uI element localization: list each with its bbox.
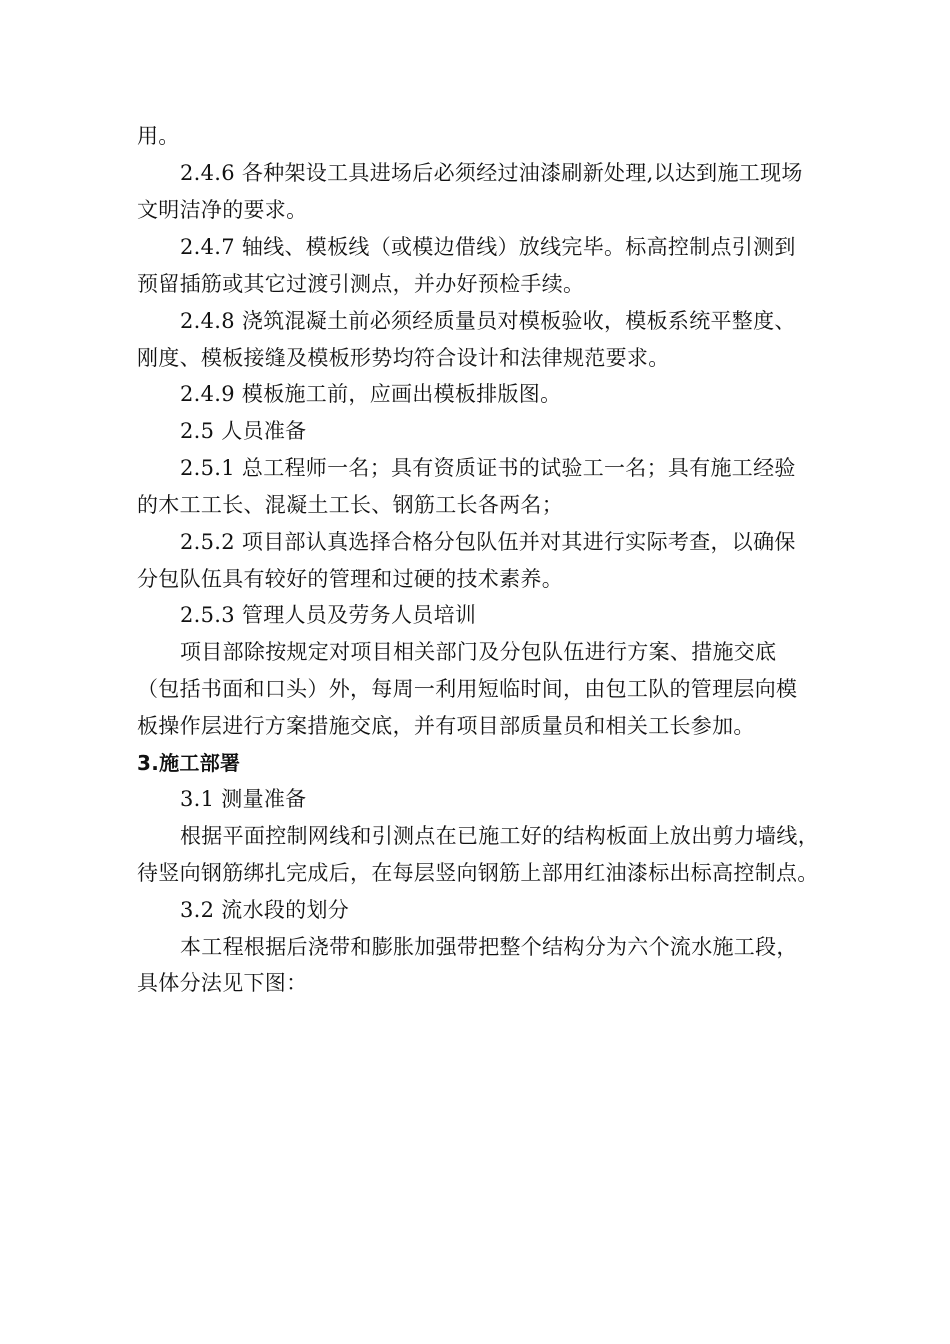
section-heading: 3.1 测量准备 bbox=[180, 787, 307, 811]
text-line: 2.5.2 项目部认真选择合格分包队伍并对其进行实际考查，以确保 bbox=[180, 530, 796, 554]
text-line: 的木工工长、混凝土工长、钢筋工长各两名； bbox=[137, 493, 563, 517]
text-line: 分包队伍具有较好的管理和过硬的技术素养。 bbox=[137, 567, 563, 591]
text-line: 预留插筋或其它过渡引测点，并办好预检手续。 bbox=[137, 272, 585, 296]
text-line: （包括书面和口头）外，每周一利用短临时间，由包工队的管理层向模 bbox=[137, 677, 798, 701]
text-line: 本工程根据后浇带和膨胀加强带把整个结构分为六个流水施工段， bbox=[180, 935, 798, 959]
text-line: 2.4.6 各种架设工具进场后必须经过油漆刷新处理,以达到施工现场 bbox=[180, 161, 803, 185]
text-line: 2.4.9 模板施工前，应画出模板排版图。 bbox=[180, 382, 562, 406]
text-line: 板操作层进行方案措施交底，并有项目部质量员和相关工长参加。 bbox=[137, 714, 755, 738]
text-line: 具体分法见下图： bbox=[137, 971, 308, 995]
chapter-heading: 3.施工部署 bbox=[137, 751, 241, 775]
text-line: 2.4.7 轴线、模板线（或模边借线）放线完毕。标高控制点引测到 bbox=[180, 235, 796, 259]
text-line: 2.5.1 总工程师一名；具有资质证书的试验工一名；具有施工经验 bbox=[180, 456, 796, 480]
text-line: 项目部除按规定对项目相关部门及分包队伍进行方案、措施交底 bbox=[180, 640, 777, 664]
text-line: 用。 bbox=[137, 124, 180, 148]
text-line: 2.4.8 浇筑混凝土前必须经质量员对模板验收，模板系统平整度、 bbox=[180, 309, 796, 333]
section-heading: 3.2 流水段的划分 bbox=[180, 898, 350, 922]
section-heading: 2.5 人员准备 bbox=[180, 419, 307, 443]
section-heading: 2.5.3 管理人员及劳务人员培训 bbox=[180, 603, 477, 627]
text-line: 刚度、模板接缝及模板形势均符合设计和法律规范要求。 bbox=[137, 346, 670, 370]
text-line: 根据平面控制网线和引测点在已施工好的结构板面上放出剪力墙线， bbox=[180, 824, 819, 848]
text-line: 文明洁净的要求。 bbox=[137, 198, 308, 222]
text-line: 待竖向钢筋绑扎完成后，在每层竖向钢筋上部用红油漆标出标高控制点。 bbox=[137, 861, 819, 885]
